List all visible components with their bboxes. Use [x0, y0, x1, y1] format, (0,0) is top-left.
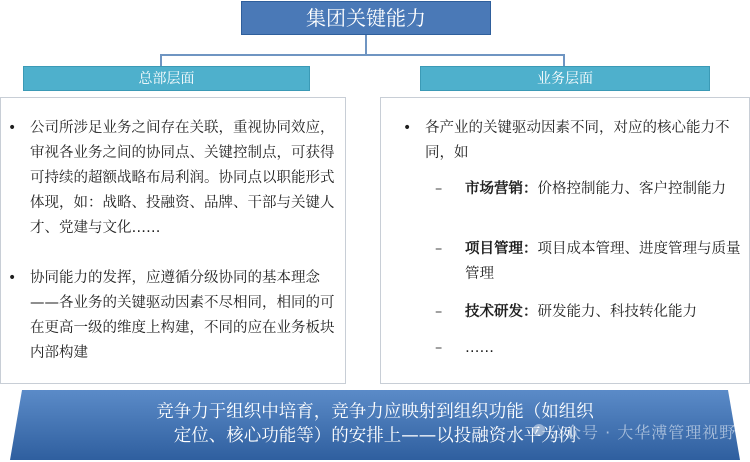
headquarters-bullet-tiered-synergy [8, 266, 336, 366]
headquarters-bullet-synergy [8, 116, 336, 241]
bullet-dot-icon: • [403, 120, 412, 136]
dash-icon: – [435, 241, 443, 257]
sub-item-text: 价格控制能力、客户控制能力 [537, 181, 726, 197]
bullet-text: 各产业的关键驱动因素不同，对应的核心能力不同，如 [425, 120, 730, 161]
headquarters-level-header: 总部层面 [23, 66, 310, 91]
watermark: 公众号 · 大华溥管理视野 [548, 423, 737, 442]
business-bullet-drivers [403, 116, 743, 166]
sub-item-label: 技术研发： [465, 304, 538, 320]
business-level-header: 业务层面 [420, 66, 710, 91]
sub-item-project-management [435, 237, 745, 287]
bullet-dot-icon: • [8, 120, 17, 136]
watermark-logo-icon [533, 424, 545, 436]
bullet-text: 协同能力的发挥，应遵循分级协同的基本理念——各业务的关键驱动因素不尽相同，相同的可在更高一级的维度上构建，不同的应在业务板块内部构建 [30, 270, 335, 361]
sub-item-rnd [435, 300, 745, 325]
sub-item-label: 市场营销： [465, 181, 538, 197]
sub-item-marketing [435, 177, 745, 202]
diagram-title: 集团关键能力 [241, 1, 491, 35]
connector-vertical [365, 35, 367, 55]
dash-icon: – [435, 340, 443, 356]
dash-icon: – [435, 304, 443, 320]
connector-drop-left [160, 54, 162, 66]
bullet-dot-icon: • [8, 270, 17, 286]
dash-icon: – [435, 181, 443, 197]
bullet-text: 公司所涉足业务之间存在关联，重视协同效应，审视各业务之间的协同点、关键控制点，可获得可持续的超额战略布局利润。协同点以职能形式体现，如：战略、投融资、品牌、干部与关键人才、党建与文化…… [30, 120, 335, 236]
sub-item-text: 研发能力、科技转化能力 [537, 304, 697, 320]
sub-item-ellipsis [435, 336, 745, 361]
banner-text-line-1: 竞争力于组织中培育，竞争力应映射到组织功能（如组织 [156, 402, 594, 422]
sub-item-label: 项目管理： [465, 241, 538, 257]
connector-horizontal [160, 54, 564, 56]
sub-item-text: 项目成本管理、进度管理与质量管理 [465, 241, 741, 282]
banner-text-line-2: 定位、核心功能等）的安排上——以投融资水平为例 [173, 426, 577, 446]
connector-drop-right [563, 54, 565, 66]
sub-item-text: …… [465, 340, 494, 356]
